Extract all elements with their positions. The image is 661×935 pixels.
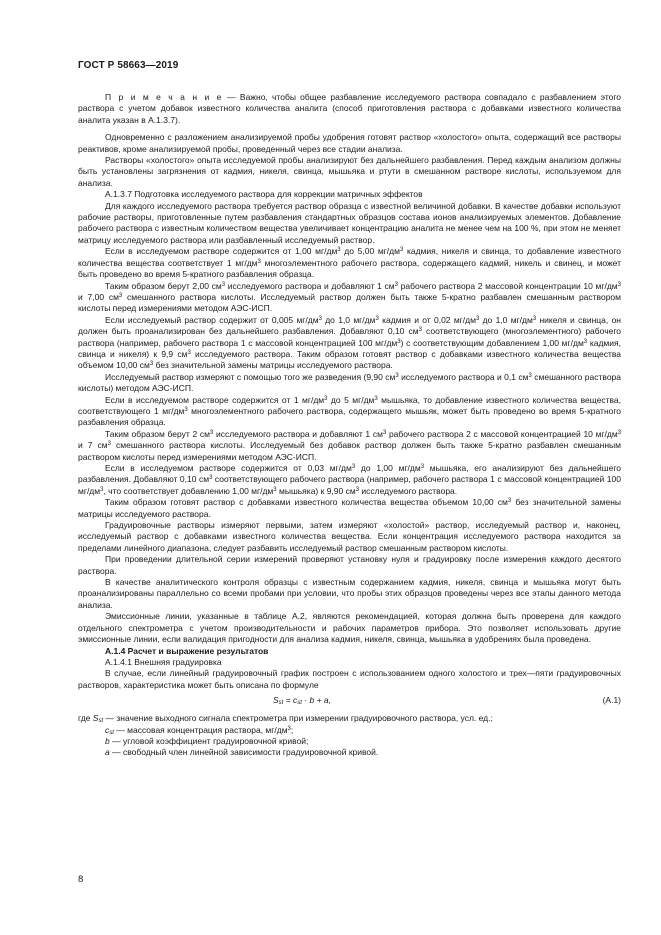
formula-subscript: st [278, 700, 284, 707]
note-label: П р и м е ч а н и е [105, 92, 223, 102]
formula-symbol: S [273, 695, 279, 706]
superscript: 3 [351, 464, 356, 470]
text-run: рабочего раствора 2 массовой концентрации 10 мг/дм [397, 280, 618, 291]
paragraph-cd-ni-pb-range [78, 246, 621, 280]
text-run: рабочего раствора 2 с массовой концентрацией 10 мг/дм [386, 428, 618, 439]
formula-expression [273, 695, 331, 706]
text-run: соответствующего рабочего раствора (например, рабочего раствора 1 с массовой концентрацией 100 мг/дм [78, 474, 621, 496]
paragraph-dilution-1 [78, 281, 621, 315]
superscript: 3 [318, 315, 322, 322]
superscript: 3 [382, 429, 387, 436]
text-run: кадмия, никеля и свинца, то добавление известного количества вещества соответствует 1 мг/дм [78, 246, 621, 268]
superscript: 3 [221, 281, 226, 288]
text-run: исследуемого раствора. Таким образом готовят раствор с добавками известного количества вещества объемом 10,00 см [78, 348, 621, 371]
paragraph-emission-lines: Эмиссионные линии, указанные в таблице А.2, являются рекомендацией, которая должна быть проверена для каждого отдельного спектрометра с учетом производительности и рабочих параметров прибора. Это позволяет использовать другие эмиссионные линии, если валидация пригодности для анализа кадмия, никеля, свинца, мышьяка в удобрениях была проведена. [78, 611, 621, 645]
text-run: многоэлементного рабочего раствора, содержащего кадмий, никель и свинец, и может быть проведено во время 5-кратного разбавления образца. [78, 257, 621, 280]
text-run: смешанного раствора кислоты. Исследуемый без добавок раствор должен быть также 5-кратно разбавлен смешанным раствором кислоты перед измерениями методом АЭС-ИСП. [78, 440, 621, 462]
text-run: исследуемого раствора и 0,1 см [398, 371, 529, 382]
superscript: 3 [617, 429, 622, 436]
superscript: 3 [418, 327, 422, 334]
text-run: без значительной замены матрицы исследуемого раствора. [78, 497, 621, 519]
paragraph-blank-analysis: Растворы «холостого» опыта исследуемой пробы анализируют без дальнейшего разбавления. Перед каждым анализом должны быть установлены загрязнения от кадмия, никеля, свинца, мышьяка и ртути в смешанном растворе кислоты, используемом для анализа. [78, 155, 621, 188]
text-run: кадмия и от 0,02 мг/дм [378, 314, 476, 325]
paragraph-spiked-solution [78, 497, 621, 520]
standard-header: ГОСТ Р 58663—2019 [78, 60, 179, 71]
superscript: 3 [475, 315, 480, 322]
text-run: смешанного раствора кислоты. Исследуемый раствор должен быть также 5-кратно разбавлен смешанным раствором кислоты перед измерениями методом АЭС-ИСП. [78, 291, 621, 314]
paragraph-low-concentration [78, 315, 621, 372]
paragraph-as-range [78, 395, 621, 429]
superscript: 3 [420, 464, 425, 470]
var-sub: st [98, 718, 104, 725]
var-s: S [92, 713, 99, 724]
superscript: 3 [107, 441, 111, 448]
formula-symbol: c [293, 695, 298, 706]
superscript: 3 [257, 258, 261, 265]
where-slope [78, 736, 621, 747]
text-run: без значительной замены матрицы исследуемого раствора. [153, 360, 393, 371]
where-concentration [78, 725, 621, 736]
text-run: смешанного раствора кислоты) методом АЭС-ИСП. [78, 371, 622, 394]
text-run: кадмия, свинца и никеля) к 9,9 см [78, 337, 621, 359]
where-text: — угловой коэффициент градуировочной кривой; [109, 735, 309, 746]
paragraph-spike: Для каждого исследуемого раствора требуется раствор образца с известной величиной добавки. В качестве добавки используют рабочие растворы, приготовленные путем разбавления стандартных образцов состава ионов анализируемых элементов. Добавление рабочего раствора с известным количеством вещества увеличивает концентрацию аналита не менее чем на 100 %, при этом не меняет матрицу исследуемого раствора или разбавленный исследуемый раствор. [78, 200, 621, 245]
superscript: 3 [399, 247, 404, 254]
section-a14-heading: А.1.4 Расчет и выражение результатов [105, 645, 269, 656]
text-run: мышьяка, его анализируют без дальнейшего разбавления. Добавляют 0,10 см [78, 463, 621, 485]
text-run: мышьяка) к 9,90 см [276, 485, 356, 496]
superscript: 3 [532, 315, 537, 322]
text-run: мышьяка, то добавление известного количества вещества, соответствующего 1 мг/дм [78, 394, 621, 416]
section-a141-heading: А.1.4.1 Внешняя градуировка [105, 656, 222, 667]
superscript: 3 [394, 281, 398, 288]
text-run: Таким образом берут 2 см [105, 428, 210, 439]
superscript: 3 [209, 475, 213, 482]
superscript: 3 [337, 247, 341, 254]
where-text: — свободный член линейной зависимости градуировочной кривой. [109, 747, 379, 758]
superscript: 3 [374, 395, 378, 402]
text-run: до 1,0 мг/дм [321, 314, 376, 325]
paragraph-as-low [78, 463, 621, 497]
superscript: 3 [324, 395, 328, 402]
page-number: 8 [78, 874, 84, 885]
var-c: c [105, 724, 110, 735]
superscript: 3 [583, 338, 588, 345]
paragraph-quality-control: В качестве аналитического контроля образцы с известным содержанием кадмия, никеля, свинца и мышьяка могут быть проанализированы параллельно со всеми пробами при условии, что пробы этих образцов проведены через все этапы данного метода анализа. [78, 577, 621, 610]
text-run: и 7 см [78, 440, 108, 451]
text-run: ) с соответствующим добавлением 1,00 мг/дм [400, 337, 584, 348]
superscript: 3 [617, 281, 621, 288]
page-content [78, 92, 621, 759]
var-a: a [105, 747, 110, 758]
where-label: где [78, 713, 93, 724]
text-run: соответствующего (многоэлементного) рабочего раствора (например, рабочего раствора 1 с массовой концентрацией 100 мг/дм [78, 326, 621, 348]
superscript: 3 [187, 349, 191, 356]
superscript: 3 [273, 486, 277, 493]
paragraph-zero-check: При проведении длительной серии измерений проверяют установку нуля и градуировку после измерения каждого десятого раствора. [78, 554, 621, 576]
where-text: ; [290, 724, 294, 735]
superscript: 3 [528, 372, 532, 379]
superscript: 3 [507, 498, 512, 505]
text-run: многоэлементного рабочего раствора, содержащего мышьяк, может быть проведено во время 5-кратного разбавления образца. [78, 405, 622, 428]
superscript: 3 [184, 406, 188, 413]
text-run: Если в исследуемом растворе содержится от 1,00 мг/дм [105, 246, 338, 257]
formula-number: (А.1) [602, 695, 621, 706]
formula-tail: · b + a, [301, 695, 332, 706]
text-run: исследуемого раствора. [359, 485, 458, 496]
text-run: до 5 мг/дм [327, 394, 375, 405]
superscript: 3 [395, 372, 399, 379]
where-intercept [78, 747, 621, 758]
superscript: 3 [118, 292, 123, 299]
where-text: — массовая концентрация раствора, мг/дм [113, 724, 288, 735]
paragraph-measure-same-dilution [78, 372, 621, 395]
text-run: исследуемого раствора и добавляют 1 см [225, 280, 395, 291]
text-run: до 1,0 мг/дм [479, 314, 533, 325]
formula-equals: = [283, 695, 294, 706]
text-run: исследуемого раствора и добавляют 1 см [213, 428, 383, 439]
paragraph-blank-solution: Одновременно с разложением анализируемой пробы удобрения готовят раствор «холостого» опыта, содержащий все растворы реактивов, кроме анализируемой пробы, проведенный через все стадии анализа. [78, 132, 621, 154]
formula-subscript: st [297, 700, 302, 707]
formula-a1 [78, 694, 621, 710]
paragraph-dilution-2 [78, 429, 621, 463]
note-text: — Важно, чтобы общее разбавление исследуемого раствора совпадало с разбавлением этого раствора с учетом добавок известного количества аналита (способ приготовления раствора с добавками известного количества аналита указан в А.1.3.7). [78, 92, 621, 125]
section-a137-heading: А.1.3.7 Подготовка исследуемого раствора для коррекции матричных эффектов [105, 189, 423, 200]
text-run: и 7,00 см [78, 291, 119, 302]
text-run: до 5,00 мг/дм [340, 246, 400, 257]
note-paragraph [78, 92, 621, 126]
text-run: Если в исследуемом растворе содержится от 0,03 мг/дм [105, 463, 352, 473]
text-run: Если в исследуемом растворе содержится от 1 мг/дм [105, 394, 325, 405]
text-run: , что соответствует добавлению 1,00 мг/дм [103, 485, 274, 496]
where-text: — значение выходного сигнала спектрометра при измерении градуировочного раствора, усл. ед.; [103, 713, 493, 724]
superscript: 3 [100, 486, 104, 493]
text-run: никеля и свинца, он должен быть проанализирован без дальнейшего разбавления. Добавляют 0,10 см [78, 314, 621, 337]
superscript: 3 [149, 361, 154, 368]
superscript: 3 [209, 429, 214, 436]
superscript: 3 [287, 725, 291, 732]
where-signal [78, 713, 621, 724]
superscript: 3 [397, 338, 401, 345]
text-run: Таким образом готовят раствор с добавками известного количества вещества объемом 10,00 см [105, 497, 508, 508]
var-b: b [105, 735, 110, 746]
var-sub: st [109, 729, 114, 736]
text-run: до 1,00 мг/дм [355, 463, 421, 473]
text-run: Если исследуемый раствор содержит от 0,005 мг/дм [105, 314, 319, 325]
superscript: 3 [355, 486, 360, 493]
text-run: Таким образом берут 2,00 см [105, 280, 222, 291]
superscript: 3 [375, 315, 379, 322]
text-run: Исследуемый раствор измеряют с помощью того же разведения (9,90 см [105, 371, 396, 382]
paragraph-calibration-order: Градуировочные растворы измеряют первыми, затем измеряют «холостой» раствор, исследуемый раствор и, наконец, исследуемый раствор с добавками известного количества вещества. Если концентрация исследуемого раствора находится за пределами линейного диапазона, следует разбавить исследуемый раствор смешанным раствором кислоты. [78, 520, 621, 553]
paragraph-linear-calibration: В случае, если линейный градуировочный график построен с использованием одного холостого и трех—пяти градуировочных растворов, характеристика может быть описана по формуле [78, 668, 621, 690]
